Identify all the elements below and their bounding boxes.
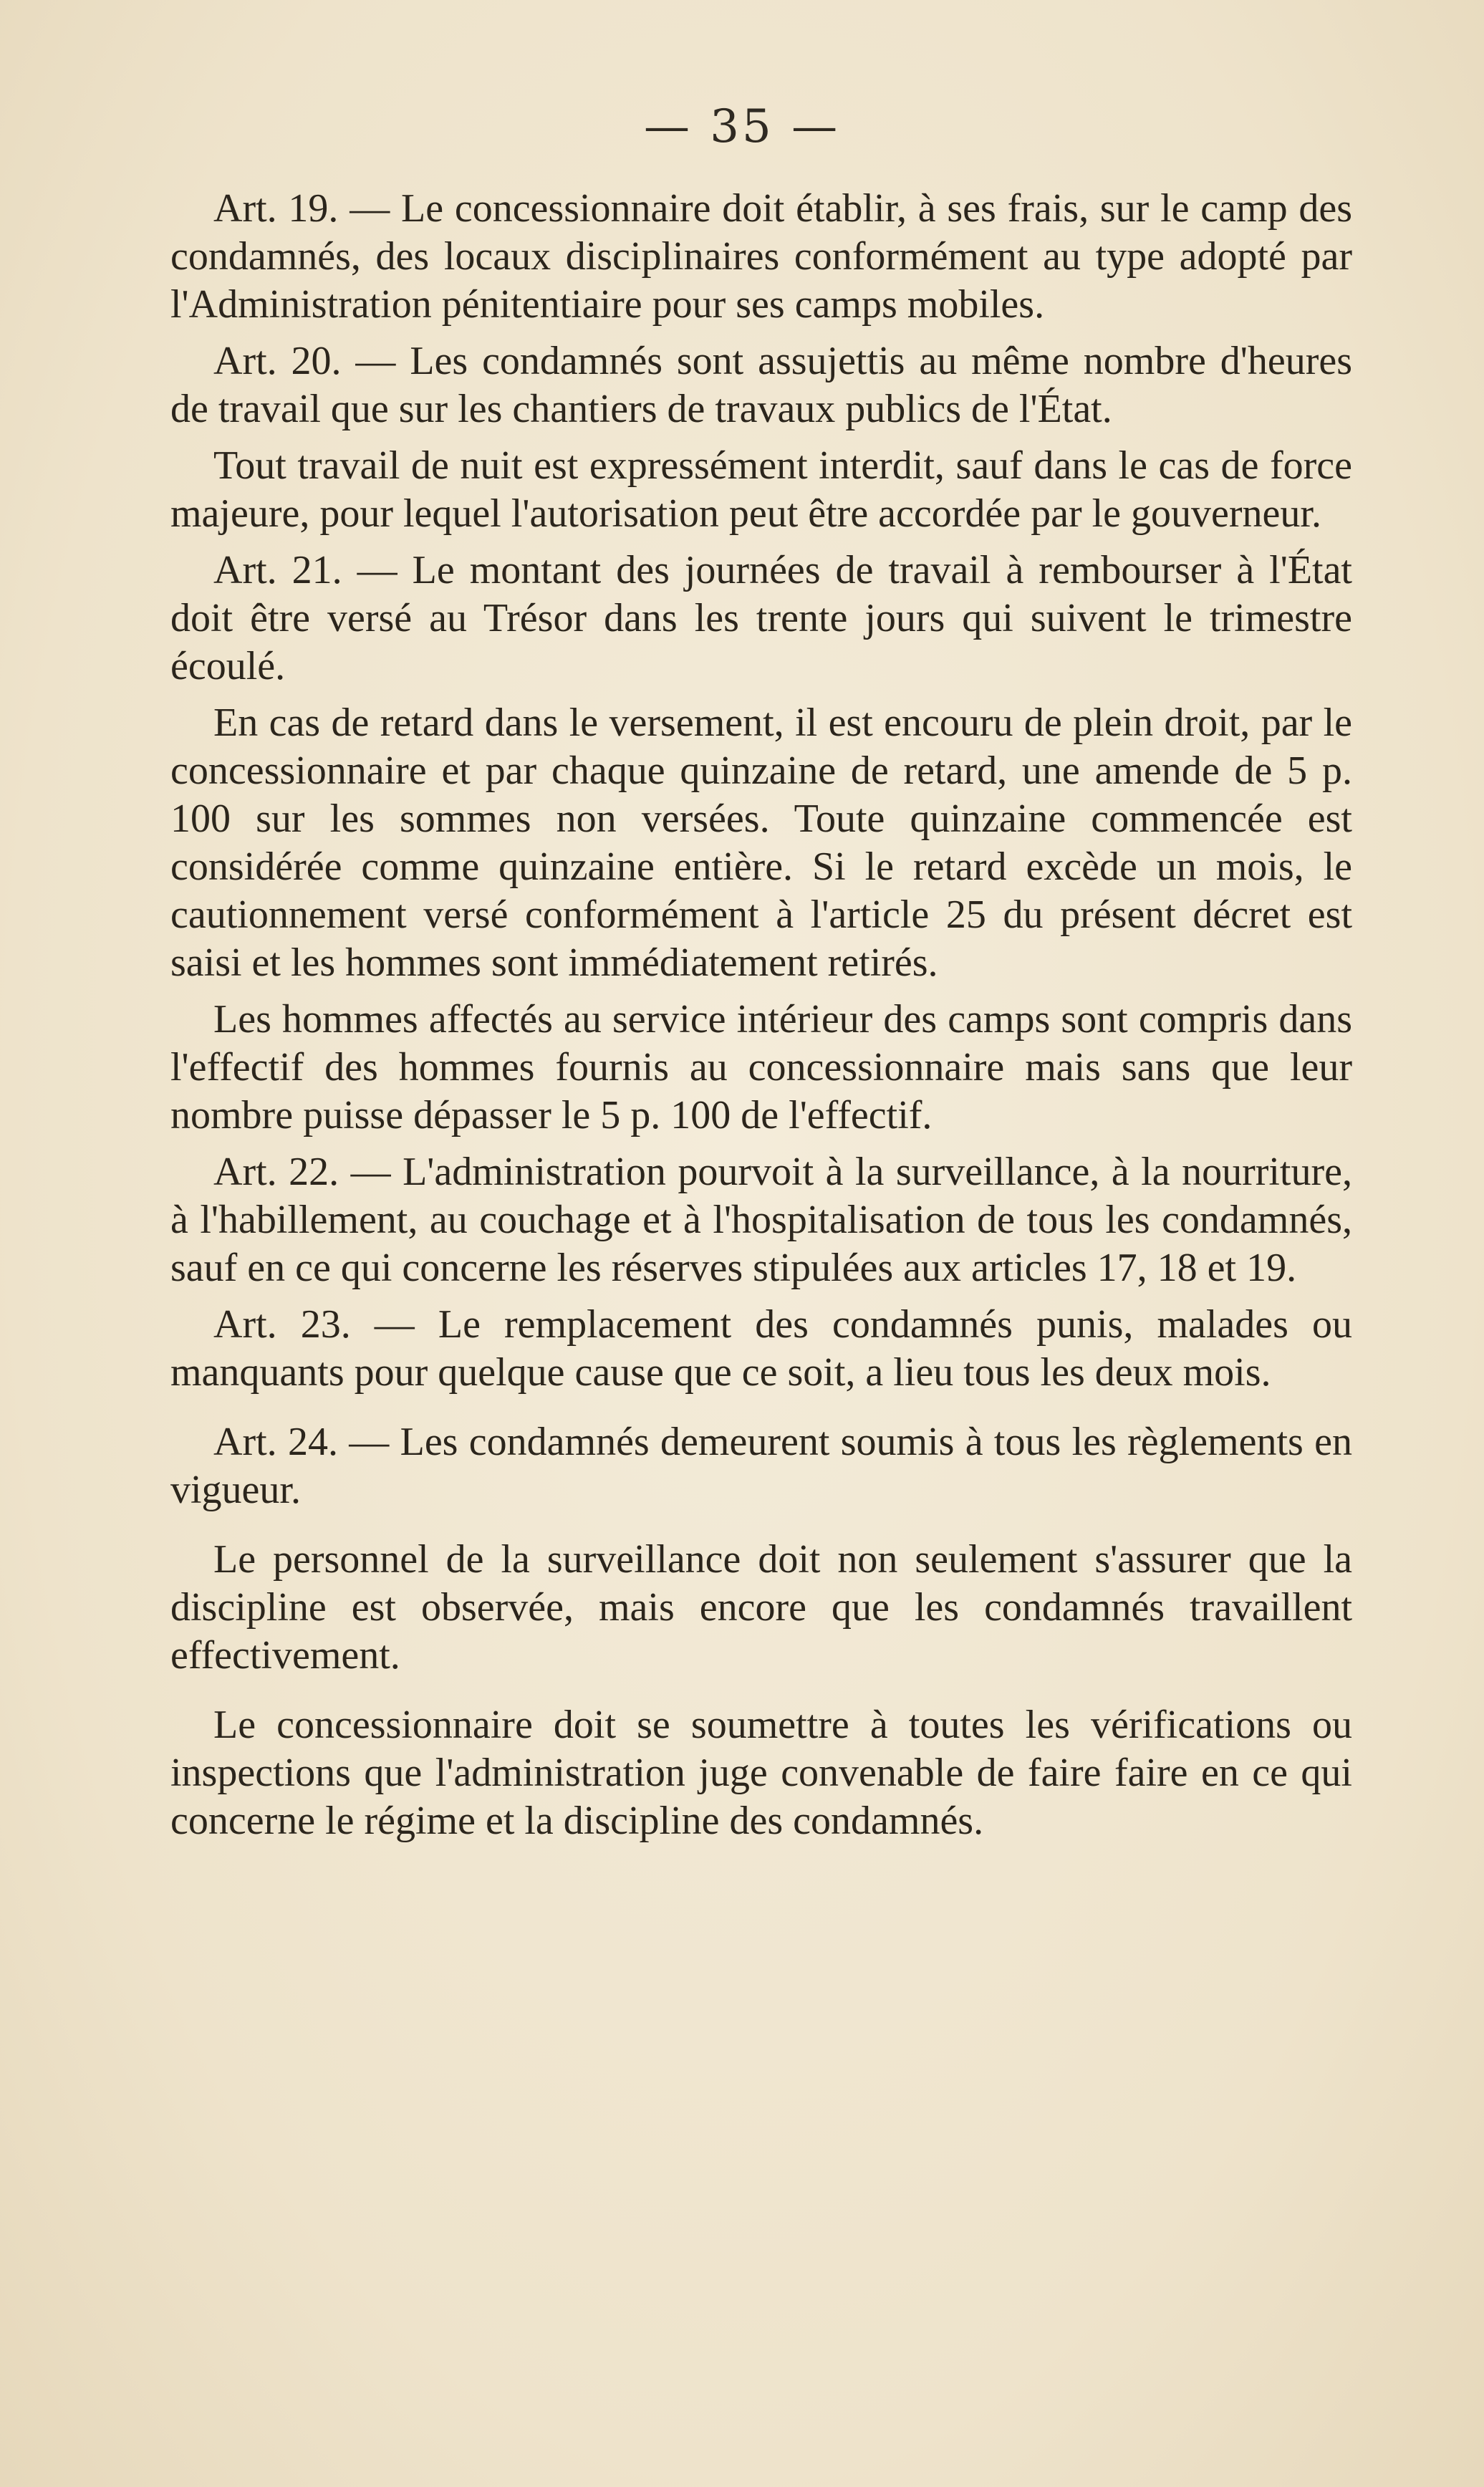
paragraph-late-payment: En cas de retard dans le versement, il est encouru de plein droit, par le concessionnaire et par chaque quinzaine de retard, une amende de 5 p. 100 sur les sommes non versées. Toute quinzaine commencée est considérée comme quinzaine entière. Si le retard excède un mois, le cautionnement versé conformément à l'article 25 du présent décret est saisi et les hommes sont immédiatement retirés. [170,701,1352,985]
paragraph-art-21: Art. 21. — Le montant des journées de travail à rembourser à l'État doit être versé au Trésor dans les trente jours qui suivent le trimestre écoulé. [170,548,1352,688]
paragraph-art-19: Art. 19. — Le concessionnaire doit établir, à ses frais, sur le camp des condamnés, des locaux disciplinaires conformément au type adopté par l'Administration pénitentiaire pour ses camps mobiles. [170,186,1352,327]
paragraph-art-24: Art. 24. — Les condamnés demeurent soumis à tous les règlements en vigueur. [170,1420,1352,1512]
paragraph-interior-service: Les hommes affectés au service intérieur des camps sont compris dans l'effectif des hommes fournis au concessionnaire mais sans que leur nombre puisse dépasser le 5 p. 100 de l'effectif. [170,997,1352,1137]
paragraph-inspections: Le concessionnaire doit se soumettre à toutes les vérifications ou inspections que l'administration juge convenable de faire faire en ce qui concerne le régime et la discipline des condamnés. [170,1703,1352,1843]
paragraph-night-work: Tout travail de nuit est expressément interdit, sauf dans le cas de force majeure, pour lequel l'autorisation peut être accordée par le gouverneur. [170,443,1352,536]
text-column [170,185,1352,1854]
page-number: — 35 — [643,100,841,153]
paragraph-surveillance-staff: Le personnel de la surveillance doit non seulement s'assurer que la discipline est observée, mais encore que les condamnés travaillent effectivement. [170,1537,1352,1678]
paragraph-art-20: Art. 20. — Les condamnés sont assujettis au même nombre d'heures de travail que sur les chantiers de travaux publics de l'État. [170,339,1352,431]
paragraph-art-23: Art. 23. — Le remplacement des condamnés punis, malades ou manquants pour quelque cause que ce soit, a lieu tous les deux mois. [170,1302,1352,1395]
paragraph-art-22: Art. 22. — L'administration pourvoit à la surveillance, à la nourriture, à l'habillement, au couchage et à l'hospitalisation de tous les condamnés, sauf en ce qui concerne les réserves stipulées aux articles 17, 18 et 19. [170,1150,1352,1290]
